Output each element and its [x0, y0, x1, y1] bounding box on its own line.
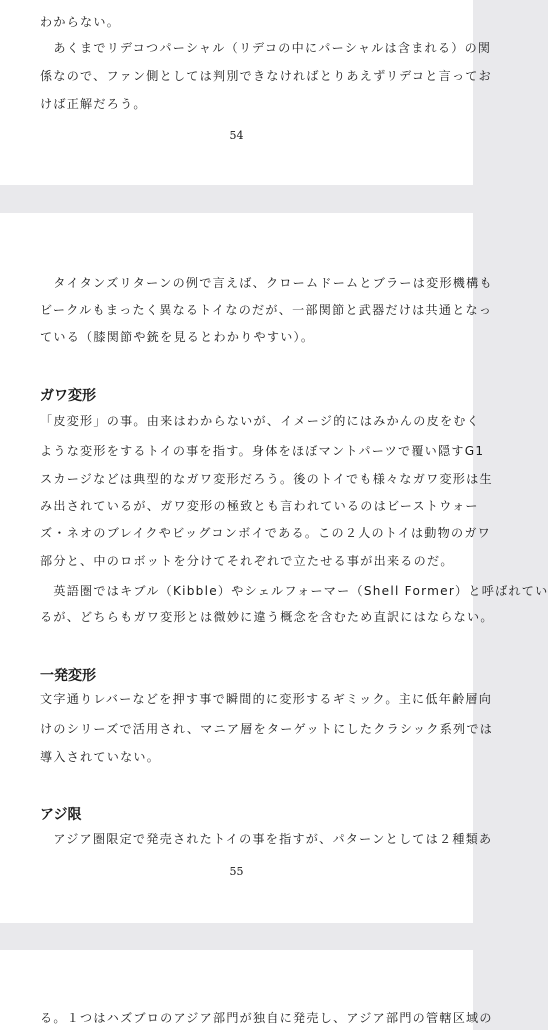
text-line: るが、どちらもガワ変形とは微妙に違う概念を含むため直訳にはならない。: [40, 610, 494, 624]
text-line: スカージなどは典型的なガワ変形だろう。後のトイでも様々なガワ変形は生: [40, 472, 493, 486]
text-line: 導入されていない。: [40, 750, 161, 764]
text-line: けのシリーズで活用され、マニア層をターゲットにしたクラシック系列では: [40, 722, 494, 736]
text-line: アジア圏限定で発売されたトイの事を指すが、パターンとしては２種類あ: [40, 832, 493, 846]
text-line: ている（膝関節や銃を見るとわかりやすい）。: [40, 330, 315, 344]
page-56: [0, 950, 493, 1030]
text-line: 「皮変形」の事。由来はわからないが、イメージ的にはみかんの皮をむく: [40, 414, 480, 428]
text-line: 係なので、ファン側としては判別できなければとりあえずリデコと言ってお: [40, 69, 492, 83]
page-number: 54: [229, 129, 244, 142]
text-line: ズ・ネオのブレイクやビッグコンボイである。この２人のトイは動物のガワ: [40, 526, 492, 540]
text-line: わからない。: [40, 15, 121, 29]
page-55: [0, 213, 548, 923]
text-line: る。１つはハズブロのアジア部門が独自に発売し、アジア部門の管轄区域の: [40, 1011, 493, 1025]
text-line: 部分と、中のロボットを分けてそれぞれで立たせる事が出来るのだ。: [40, 554, 454, 568]
section-heading: ガワ変形: [40, 388, 96, 404]
text-line: ような変形をするトイの事を指す。身体をほぼマントパーツで覆い隠すG1: [40, 444, 485, 458]
section-heading: アジ限: [40, 807, 82, 823]
text-line: けば正解だろう。: [40, 97, 147, 111]
text-line: 文字通りレバーなどを押す事で瞬間的に変形するギミック。主に低年齢層向: [40, 692, 493, 706]
text-line: ビークルもまったく異なるトイなのだが、一部関節と武器だけは共通となっ: [40, 303, 493, 317]
text-line: あくまでリデコつパーシャル（リデコの中にパーシャルは含まれる）の関: [40, 41, 492, 55]
text-line: タイタンズリターンの例で言えば、クロームドームとブラーは変形機構も: [40, 276, 493, 290]
text-line: み出されているが、ガワ変形の極致とも言われているのはビーストウォー: [40, 499, 479, 513]
page-54: [0, 0, 492, 185]
section-heading: 一発変形: [40, 668, 96, 684]
text-line: 英語圏ではキブル（Kibble）やシェルフォーマー（Shell Former）と呼ばれてい: [40, 584, 548, 598]
page-number: 55: [229, 865, 244, 878]
